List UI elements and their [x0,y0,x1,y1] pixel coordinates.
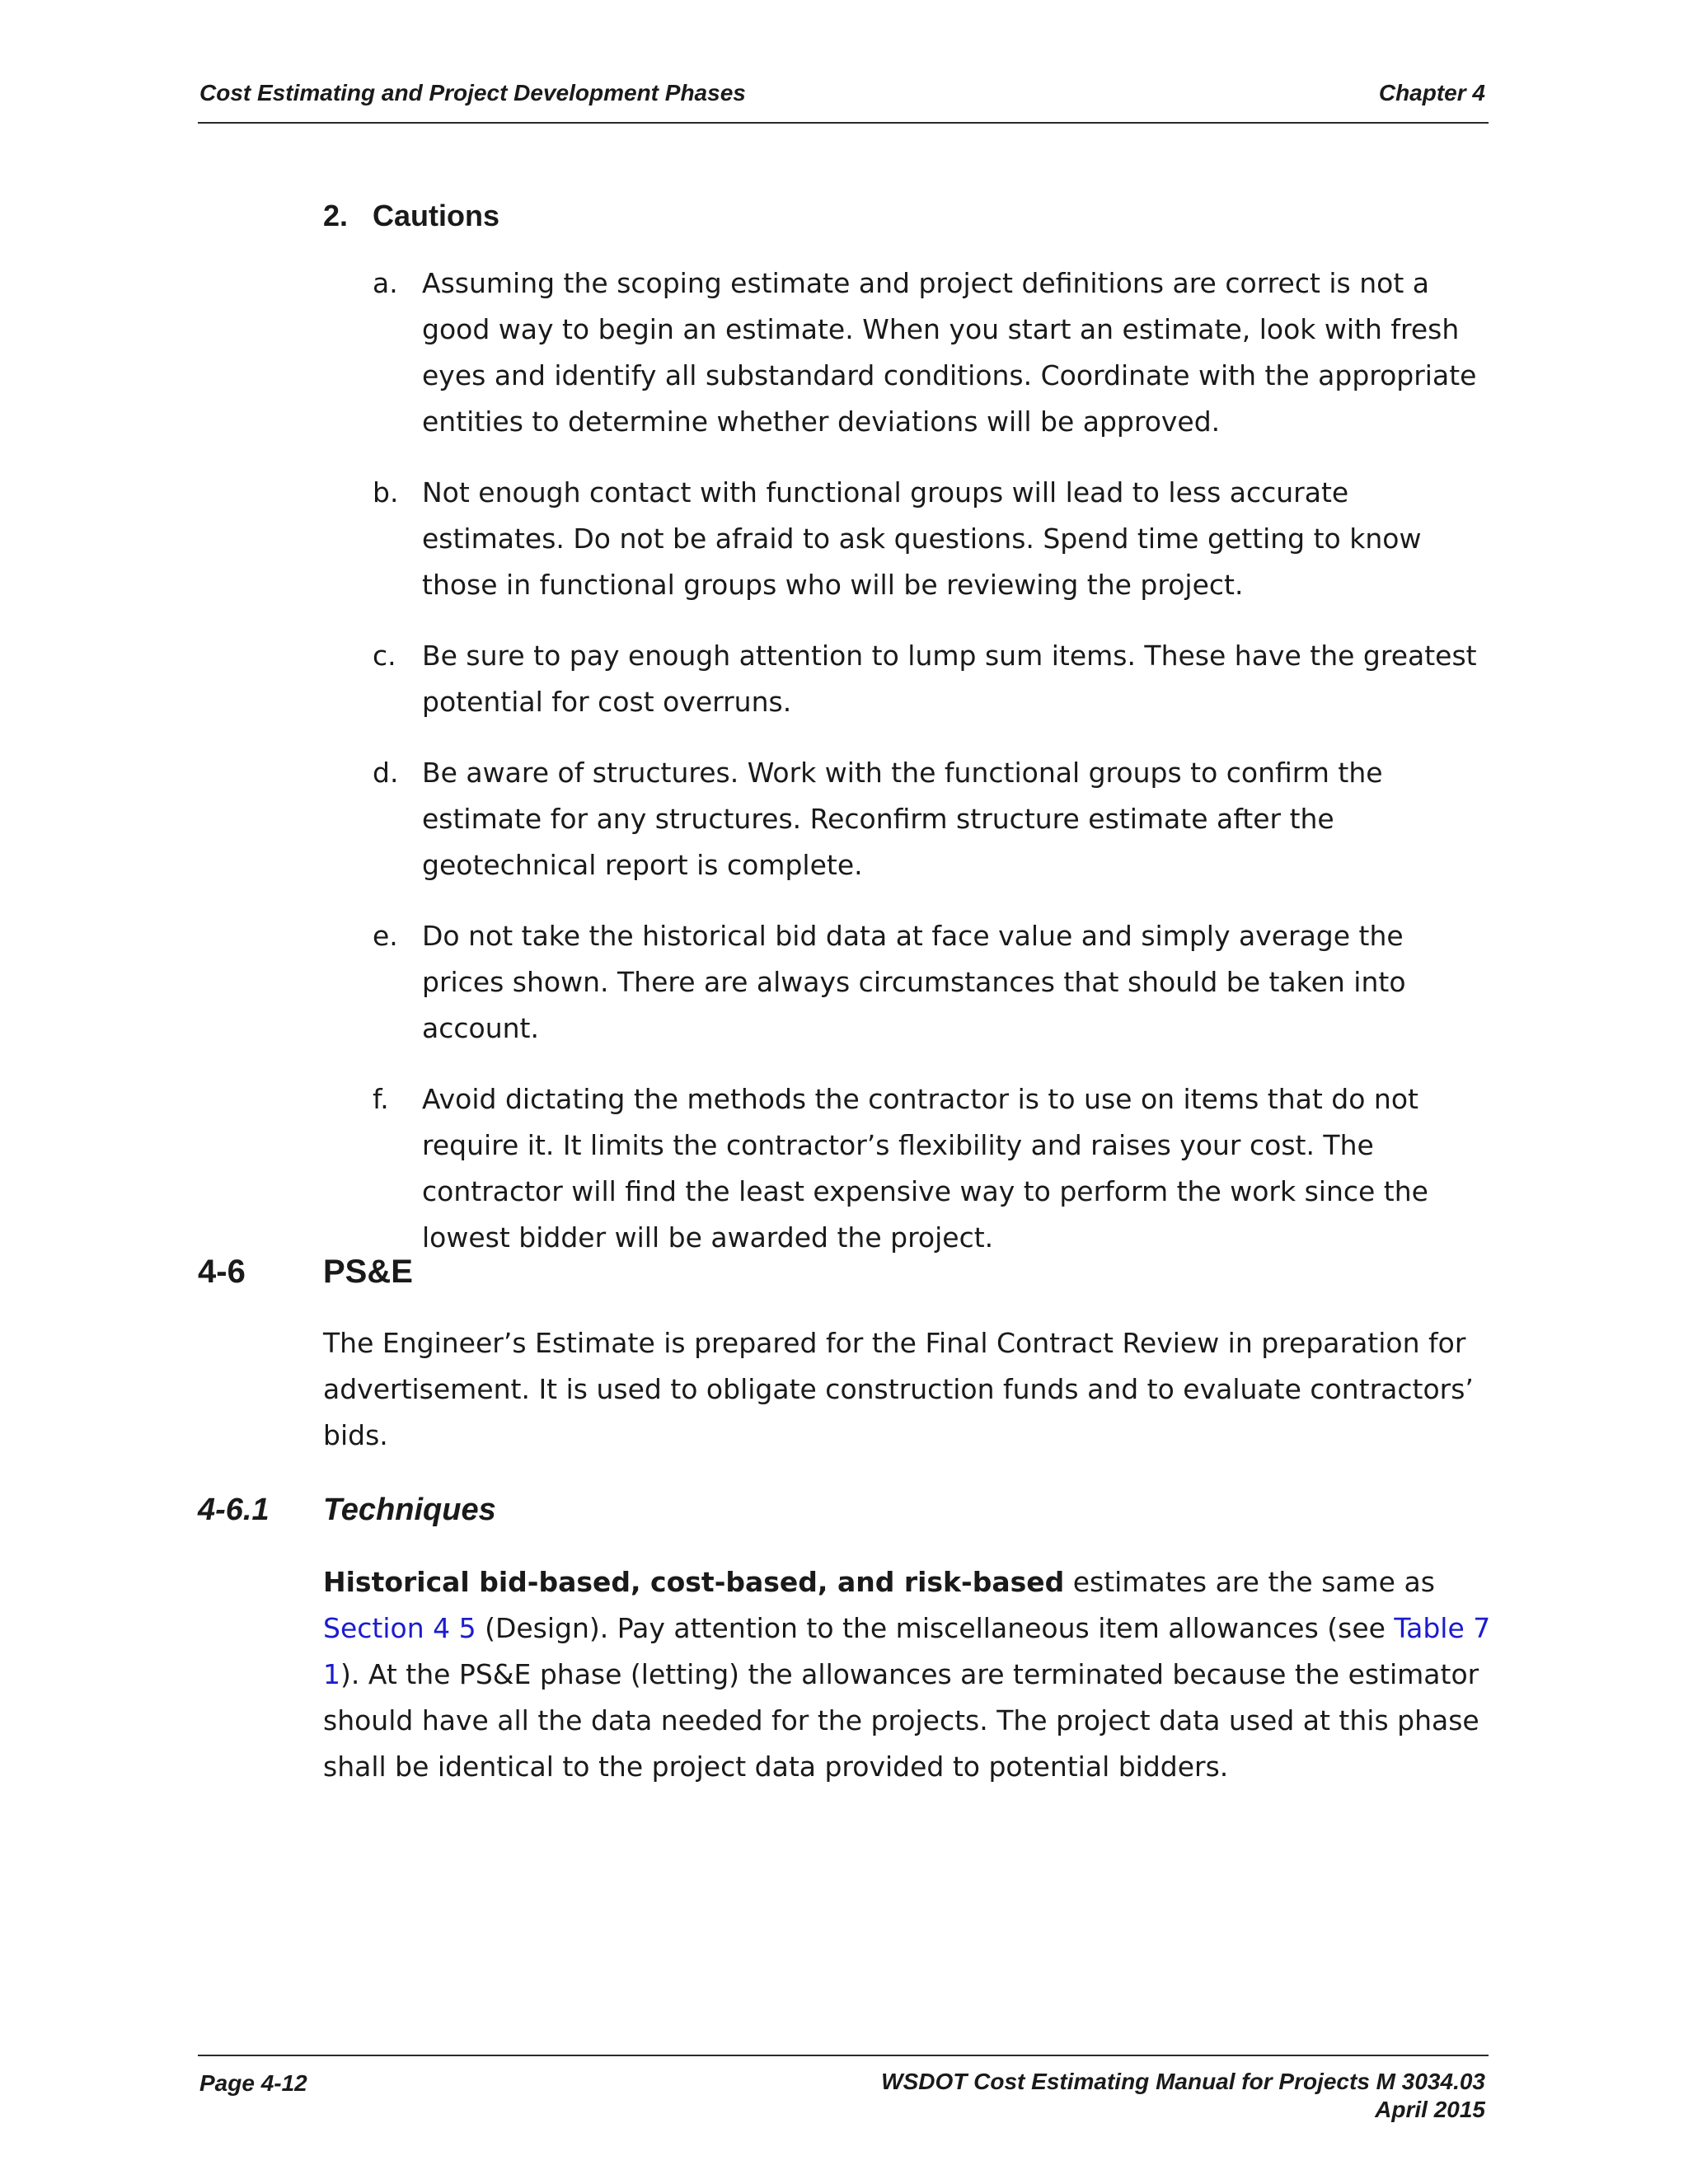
caution-item-a [373,260,1493,445]
subsection-title: Techniques [323,1493,496,1527]
page-number: Page 4-12 [199,2070,307,2096]
caution-letter: e. [373,920,398,952]
section-title: PS&E [323,1254,413,1290]
cautions-number: 2. [323,199,349,232]
techniques-paragraph [323,1559,1493,1790]
caution-item-b [373,470,1493,608]
caution-list [373,260,1493,1286]
manual-date: April 2015 [1375,2097,1485,2122]
subsection-heading [198,1488,496,1531]
section-heading [198,1249,413,1294]
cautions-heading [323,196,499,236]
caution-letter: f. [373,1083,389,1115]
caution-text: Be aware of structures. Work with the functional groups to confirm the estimate for any structures. Reconfirm structure estimate after the geotechnical report is complete. [422,757,1383,881]
techniques-text-2: (Design). Pay attention to the miscellaneous item allowances (see [476,1612,1395,1644]
document-title: Cost Estimating and Project Development Phases [199,80,746,105]
caution-item-c [373,633,1493,725]
caution-item-d [373,750,1493,888]
caution-letter: d. [373,757,399,789]
caution-letter: a. [373,267,398,299]
table-7-1-link[interactable]: Table 7 1 [323,1612,1491,1690]
running-header [198,79,1489,124]
caution-text: Be sure to pay enough attention to lump sum items. These have the greatest potential for cost overruns. [422,640,1477,718]
cautions-title: Cautions [373,199,500,232]
section-number: 4-6 [198,1254,246,1290]
techniques-bold-lead: Historical bid-based, cost-based, and risk-based [323,1566,1065,1598]
caution-letter: c. [373,640,396,672]
caution-text: Do not take the historical bid data at face value and simply average the prices shown. There are always circumstances that should be taken into account. [422,920,1406,1044]
caution-text: Not enough contact with functional groups will lead to less accurate estimates. Do not be afraid to ask questions. Spend time getting to know those in functional groups who will be reviewing the project. [422,476,1422,601]
caution-item-e [373,913,1493,1052]
chapter-label: Chapter 4 [1378,80,1485,105]
techniques-text-1: estimates are the same as [1064,1566,1435,1598]
running-footer [198,2055,1489,2124]
caution-item-f [373,1076,1493,1261]
techniques-text-3: ). At the PS&E phase (letting) the allowances are terminated because the estimator should have all the data needed for the projects. The project data used at this phase shall be identical to the project data provided to potential bidders. [323,1658,1479,1783]
caution-letter: b. [373,476,399,509]
subsection-number: 4-6.1 [198,1493,270,1527]
section-4-5-link[interactable]: Section 4 5 [323,1612,476,1644]
caution-text: Assuming the scoping estimate and project definitions are correct is not a good way to begin an estimate. When you start an estimate, look with fresh eyes and identify all substandard conditions. Coordinate with the appropriate entities to determine whether deviations will be approved. [422,267,1477,438]
section-paragraph: The Engineer’s Estimate is prepared for the Final Contract Review in preparation for advertisement. It is used to obligate construction funds and to evaluate contractors’ bids. [323,1327,1474,1451]
manual-title: WSDOT Cost Estimating Manual for Projects M 3034.03 [881,2069,1485,2094]
caution-text: Avoid dictating the methods the contractor is to use on items that do not require it. It limits the contractor’s flexibility and raises your cost. The contractor will find the least expensive way to perform the work since the lowest bidder will be awarded the project. [422,1083,1428,1254]
